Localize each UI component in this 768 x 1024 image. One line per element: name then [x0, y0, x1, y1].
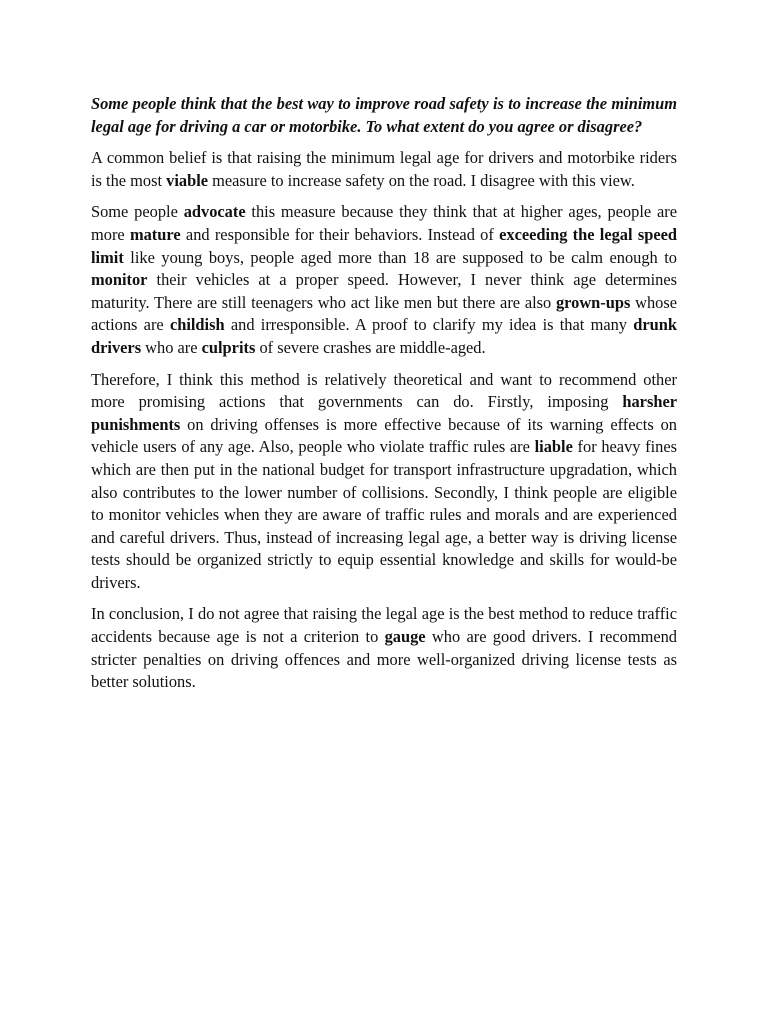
- essay-paragraph: [91, 147, 677, 192]
- paragraph-text: like young boys, people aged more than 18 are supposed to be calm enough to: [123, 247, 677, 267]
- paragraph-text: measure to increase safety on the road. I disagree with this view.: [208, 170, 635, 190]
- paragraph-text: Some people: [91, 202, 184, 222]
- vocabulary-keyword: drunk drivers: [91, 315, 677, 357]
- paragraph-text: A common belief is that raising the minimum legal age for drivers and motorbike riders is the most: [91, 148, 677, 190]
- paragraph-text: whose actions are: [91, 292, 677, 335]
- paragraph-text: In conclusion, I do not agree that raising the legal age is the best method to reduce traffic accidents because age is not a criterion to: [91, 604, 677, 647]
- document-page: [91, 93, 677, 703]
- essay-prompt: Some people think that the best way to improve road safety is to increase the minimum legal age for driving a car or motorbike. To what extent do you agree or disagree?: [91, 94, 677, 136]
- vocabulary-keyword: mature: [129, 224, 181, 244]
- vocabulary-keyword: advocate: [183, 202, 246, 222]
- vocabulary-keyword: childish: [169, 315, 225, 335]
- vocabulary-keyword: harsher punishments: [91, 392, 677, 434]
- paragraph-text: on driving offenses is more effective because of its warning effects on vehicle users of any age. Also, people who violate traffic rules are: [91, 414, 677, 457]
- essay-body: [91, 147, 677, 694]
- essay-paragraph: [91, 369, 677, 595]
- vocabulary-keyword: exceeding the legal speed limit: [91, 224, 677, 267]
- paragraph-text: who are good drivers. I recommend stricter penalties on driving offences and more well-organized driving license tests as better solutions.: [91, 627, 677, 692]
- vocabulary-keyword: monitor: [91, 270, 148, 290]
- essay-paragraph: [91, 201, 677, 359]
- paragraph-text: their vehicles at a proper speed. However, I never think age determines maturity. There are still teenagers who act like men but there are also: [91, 270, 677, 312]
- paragraph-text: this measure because they think that at higher ages, people are more: [91, 202, 677, 244]
- essay-paragraph: [91, 603, 677, 693]
- paragraph-text: and responsible for their behaviors. Instead of: [180, 224, 500, 244]
- paragraph-text: who are: [141, 337, 202, 357]
- paragraph-text: for heavy fines which are then put in the national budget for transport infrastructure upgradation, which also contributes to the lower number of collisions. Secondly, I think people are eligible to monitor vehicles when they are aware of traffic rules and morals and are experienced and careful drivers. Thus, instead of increasing legal age, a better way is driving license tests should be organized strictly to equip essential knowledge and skills for would-be drivers.: [91, 437, 678, 592]
- paragraph-text: Therefore, I think this method is relatively theoretical and want to recommend other more promising actions that governments can do. Firstly, imposing: [91, 369, 677, 412]
- vocabulary-keyword: culprits: [201, 337, 256, 357]
- paragraph-text: and irresponsible. A proof to clarify my idea is that many: [224, 315, 634, 335]
- paragraph-text: of severe crashes are middle-aged.: [255, 337, 486, 357]
- vocabulary-keyword: viable: [166, 170, 209, 190]
- vocabulary-keyword: liable: [534, 437, 573, 457]
- vocabulary-keyword: grown-ups: [555, 292, 631, 312]
- vocabulary-keyword: gauge: [384, 627, 426, 647]
